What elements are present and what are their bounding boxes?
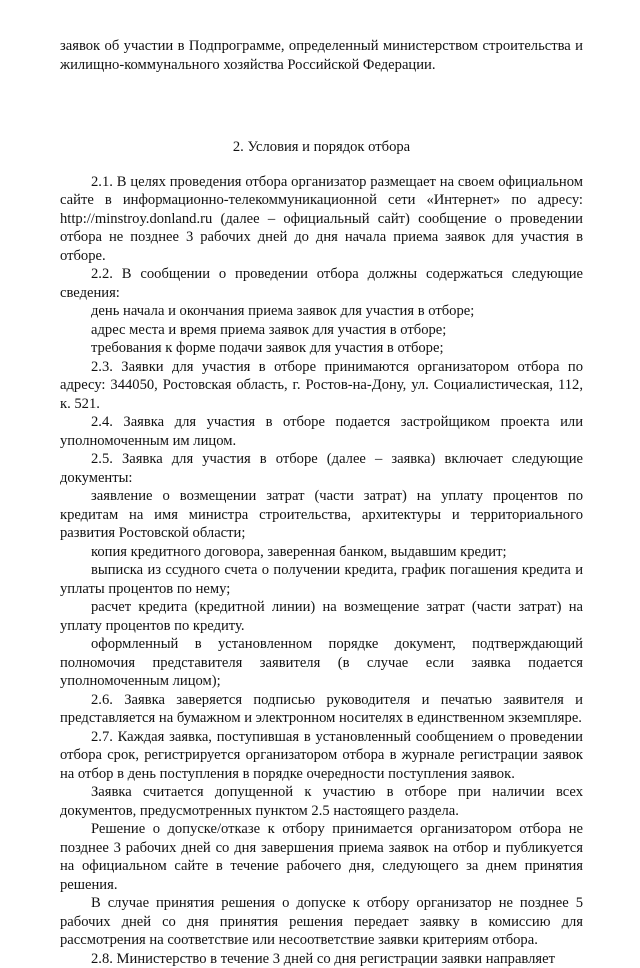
paragraph-2-6: 2.6. Заявка заверяется подписью руководителя и печатью заявителя и представляется на бумажном и электронном носителях в единственном экземпляре. xyxy=(60,691,583,728)
list-item: копия кредитного договора, заверенная банком, выдавшим кредит; xyxy=(60,543,583,562)
list-item: оформленный в установленном порядке документ, подтверждающий полномочия представителя заявителя (в случае если заявка подается уполномоченным лицом); xyxy=(60,635,583,691)
paragraph: В случае принятия решения о допуске к отбору организатор не позднее 5 рабочих дней со дня принятия решения передает заявку в комиссию для рассмотрения на соответствие или несоответствие заявки критериям отбора. xyxy=(60,894,583,950)
section-title: 2. Условия и порядок отбора xyxy=(60,138,583,157)
list-item: выписка из ссудного счета о получении кредита, график погашения кредита и уплаты процентов по нему; xyxy=(60,561,583,598)
paragraph-2-8: 2.8. Министерство в течение 3 дней со дня регистрации заявки направляет xyxy=(60,950,583,968)
document-page xyxy=(0,37,640,942)
paragraph-2-1: 2.1. В целях проведения отбора организатор размещает на своем официальном сайте в информационно-телекоммуникационной сети «Интернет» по адресу: http://minstroy.donland.ru (далее – официальный сайт) сообщение о проведении отбора не позднее 3 рабочих дней до дня начала приема заявок для участия в отборе. xyxy=(60,173,583,266)
paragraph: Решение о допуске/отказе к отбору принимается организатором отбора не позднее 3 рабочих дней со дня завершения приема заявок на отбор и публикуется на официальном сайте в течение рабочего дня, следующего за днем принятия решения. xyxy=(60,820,583,894)
paragraph-2-5: 2.5. Заявка для участия в отборе (далее – заявка) включает следующие документы: xyxy=(60,450,583,487)
list-item: заявление о возмещении затрат (части затрат) на уплату процентов по кредитам на имя министра строительства, архитектуры и территориального развития Ростовской области; xyxy=(60,487,583,543)
list-item: адрес места и время приема заявок для участия в отборе; xyxy=(60,321,583,340)
paragraph-2-2: 2.2. В сообщении о проведении отбора должны содержаться следующие сведения: xyxy=(60,265,583,302)
paragraph-2-4: 2.4. Заявка для участия в отборе подается застройщиком проекта или уполномоченным им лицом. xyxy=(60,413,583,450)
list-item: требования к форме подачи заявок для участия в отборе; xyxy=(60,339,583,358)
paragraph: Заявка считается допущенной к участию в отборе при наличии всех документов, предусмотренных пунктом 2.5 настоящего раздела. xyxy=(60,783,583,820)
intro-paragraph: заявок об участии в Подпрограмме, определенный министерством строительства и жилищно-коммунального хозяйства Российской Федерации. xyxy=(60,37,583,74)
paragraph-2-3: 2.3. Заявки для участия в отборе принимаются организатором отбора по адресу: 344050, Ростовская область, г. Ростов-на-Дону, ул. Социалистическая, 112, к. 521. xyxy=(60,358,583,414)
paragraph-2-7: 2.7. Каждая заявка, поступившая в установленный сообщением о проведении отбора срок, регистрируется организатором отбора в журнале регистрации заявок на отбор в день поступления в порядке очередности поступления заявок. xyxy=(60,728,583,784)
list-item: день начала и окончания приема заявок для участия в отборе; xyxy=(60,302,583,321)
list-item: расчет кредита (кредитной линии) на возмещение затрат (части затрат) на уплату процентов по кредиту. xyxy=(60,598,583,635)
